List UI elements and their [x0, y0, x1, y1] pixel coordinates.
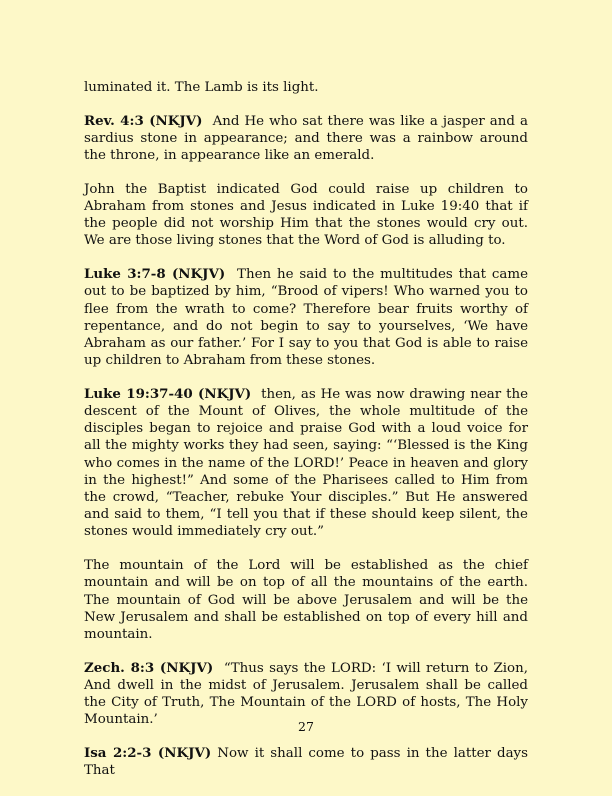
paragraph-luke-19-37-40 [84, 386, 528, 541]
scripture-reference: Luke 3:7-8 (NKJV) [84, 266, 226, 283]
paragraph-text: then, as He was now drawing near the descent of the Mount of Olives, the whole multitude of the disciples began to rejoice and praise God with a loud voice for all the mighty works they had seen, saying: “‘Blessed is the King who comes in the name of the LORD!’ Peace in heaven and glory in the highest!” And some of the Pharisees called to Him from the crowd, “Teacher, rebuke Your disciples.” But He answered and said to them, “I tell you that if these should keep silent, the stones would immediately cry out.” [84, 386, 529, 540]
paragraph-text: Then he said to the multitudes that came out to be baptized by him, “Brood of vipers! Who warned you to flee from the wrath to come? Therefore bear fruits worthy of repentance, and do not begin to say to yourselves, ‘We have Abraham as our father.’ For I say to you that God is able to raise up children to Abraham from these stones. [84, 267, 529, 369]
paragraph-isa-2-2-3 [84, 745, 528, 779]
page-content [84, 79, 528, 796]
paragraph-john-the-baptist [84, 181, 528, 250]
scripture-reference: Luke 19:37-40 (NKJV) [84, 385, 252, 402]
paragraph-text: “Thus says the LORD: ‘I will return to Zion, And dwell in the midst of Jerusalem. Jerusalem shall be called the City of Truth, The Mountain of the LORD of hosts, The Holy Mountain.’ [84, 660, 528, 728]
scripture-reference: Rev. 4:3 (NKJV) [84, 112, 203, 129]
paragraph-mountain-of-the-lord [84, 557, 528, 643]
paragraph-text: John the Baptist indicated God could raise up children to Abraham from stones and Jesus indicated in Luke 19:40 that if the people did not worship Him that the stones would cry out. We are those living stones that the Word of God is alluding to. [84, 181, 528, 249]
paragraph-text: luminated it. The Lamb is its light. [84, 80, 319, 95]
paragraph-luke-3-7-8 [84, 266, 528, 369]
paragraph-rev-4-3 [84, 113, 528, 165]
paragraph-text: And He who sat there was like a jasper and a sardius stone in appearance; and there was a rainbow around the throne, in appearance like an emerald. [84, 113, 528, 164]
page-number: 27 [298, 719, 314, 734]
paragraph-continuation [84, 79, 528, 96]
scripture-reference: Zech. 8:3 (NKJV) [84, 659, 214, 676]
scripture-reference: Isa 2:2-3 (NKJV) [84, 745, 212, 761]
paragraph-text: Now it shall come to pass in the latter days That [84, 746, 528, 779]
paragraph-text: The mountain of the Lord will be established as the chief mountain and will be on top of all the mountains of the earth. The mountain of God will be above Jerusalem and will be the New Jerusalem and shall be established on top of every hill and mountain. [84, 558, 528, 642]
